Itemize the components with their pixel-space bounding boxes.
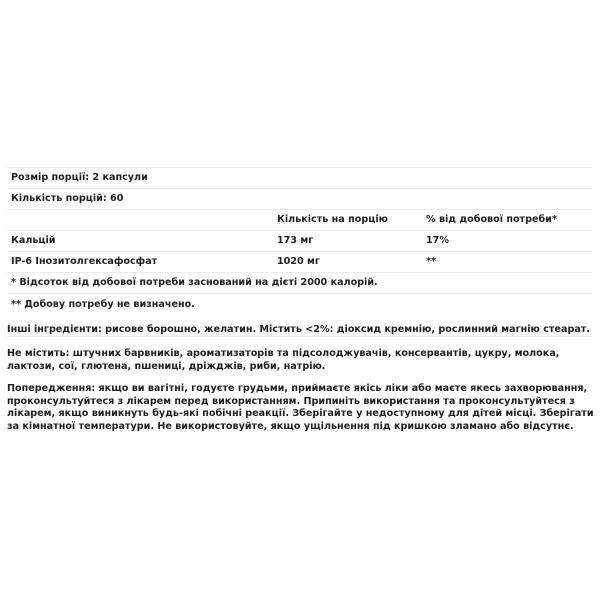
nutrient-name: IP-6 Інозитолгексафосфат [11, 256, 158, 267]
table-row [7, 251, 592, 272]
nutrient-amount: 173 мг [277, 235, 314, 246]
servings-count-row [7, 188, 592, 209]
does-not-contain: Не містить: штучних барвників, ароматизаторів та підсолоджувачів, консервантів, цукру, молока, лактози, сої, глютена, пшениці, дріжджів, риби, натрію. [7, 348, 560, 372]
table-header-row [7, 209, 592, 230]
nutrient-name: Кальцій [11, 235, 56, 246]
footnote-daily-value: * Відсоток від добової потреби заснований на дієті 2000 калорій. [11, 277, 378, 288]
header-daily-value: % від добової потреби* [426, 214, 557, 225]
footnote-row [7, 272, 592, 293]
nutrient-daily-value: ** [426, 256, 437, 267]
table-row [7, 230, 592, 251]
footnote-not-established: ** Добову потребу не визначено. [11, 299, 195, 310]
warning-text: Попередження: якщо ви вагітні, годуєте грудьми, приймаєте якісь ліки або маєте якесь захворювання, проконсультуйтеся з лікарем перед використанням. Припиніть використання та проконсультуйтеся з лікарем, якщо виникнуть будь-які побічні реакції. Зберігайте у недоступному для дітей місці. Зберігати за кімнатної температури. Не використовуйте, якщо ущільнення під кришкою зламано або відсутнє. [7, 383, 594, 432]
header-amount: Кількість на порцію [277, 214, 388, 225]
serving-size-row [7, 167, 592, 188]
supplement-facts-table [7, 167, 592, 337]
serving-size: Розмір порції: 2 капсули [11, 172, 148, 183]
nutrient-daily-value: 17% [426, 235, 449, 246]
nutrient-amount: 1020 мг [277, 256, 320, 267]
servings-count: Кількість порцій: 60 [11, 193, 124, 204]
other-ingredients: Інші інгредієнти: рисове борошно, желатин. Містить <2%: діоксид кремнію, рослинний магнію стеарат. [7, 324, 590, 335]
